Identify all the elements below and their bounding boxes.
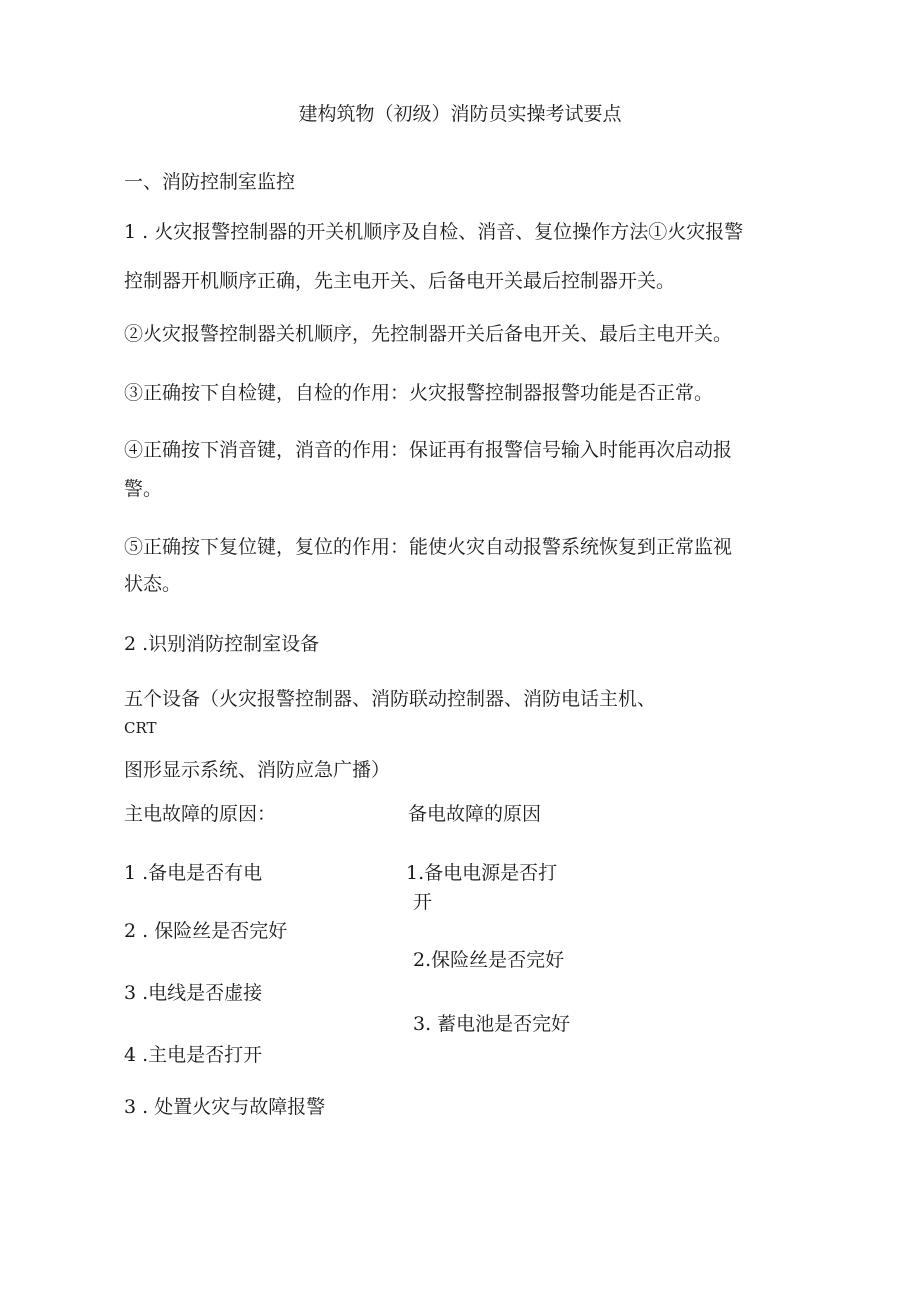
item3-heading: 3 . 处置火灾与故障报警	[124, 1096, 326, 1118]
item1-step5-line1: ⑤正确按下复位键，复位的作用：能使火灾自动报警系统恢复到正常监视	[124, 536, 733, 558]
backup-fault-1-line2: 开	[413, 891, 433, 913]
backup-fault-heading: 备电故障的原因	[408, 803, 542, 825]
item1-step5-line2: 状态。	[124, 573, 182, 595]
main-fault-heading: 主电故障的原因：	[124, 803, 277, 825]
item1-step4-line1: ④正确按下消音键，消音的作用：保证再有报警信号输入时能再次启动报	[124, 439, 733, 461]
section-heading: 一、消防控制室监控	[124, 171, 296, 193]
item1-step2: ②火灾报警控制器关机顺序，先控制器开关后备电开关、最后主电开关。	[124, 323, 733, 345]
item1-step4-line2: 警。	[124, 478, 163, 500]
backup-fault-1-line1: 1.备电电源是否打	[406, 862, 558, 884]
item1-line2: 控制器开机顺序正确，先主电开关、后备电开关最后控制器开关。	[124, 270, 676, 292]
main-fault-1: 1 .备电是否有电	[124, 862, 263, 884]
item1-step3: ③正确按下自检键，自检的作用：火灾报警控制器报警功能是否正常。	[124, 382, 714, 404]
backup-fault-2: 2.保险丝是否完好	[413, 949, 565, 971]
main-fault-4: 4 .主电是否打开	[124, 1044, 263, 1066]
devices-line1: 五个设备（火灾报警控制器、消防联动控制器、消防电话主机、	[124, 688, 657, 710]
main-fault-3: 3 .电线是否虚接	[124, 982, 263, 1004]
backup-fault-3: 3. 蓄电池是否完好	[413, 1013, 571, 1035]
item2-heading: 2 .识别消防控制室设备	[124, 633, 320, 655]
devices-line3: 图形显示系统、消防应急广播）	[124, 759, 391, 781]
devices-line2: CRT	[124, 719, 157, 737]
main-fault-2: 2 . 保险丝是否完好	[124, 920, 288, 942]
item1-line1: 1 . 火灾报警控制器的开关机顺序及自检、消音、复位操作方法①火灾报警	[124, 221, 744, 243]
page-title: 建构筑物（初级）消防员实操考试要点	[298, 103, 622, 125]
